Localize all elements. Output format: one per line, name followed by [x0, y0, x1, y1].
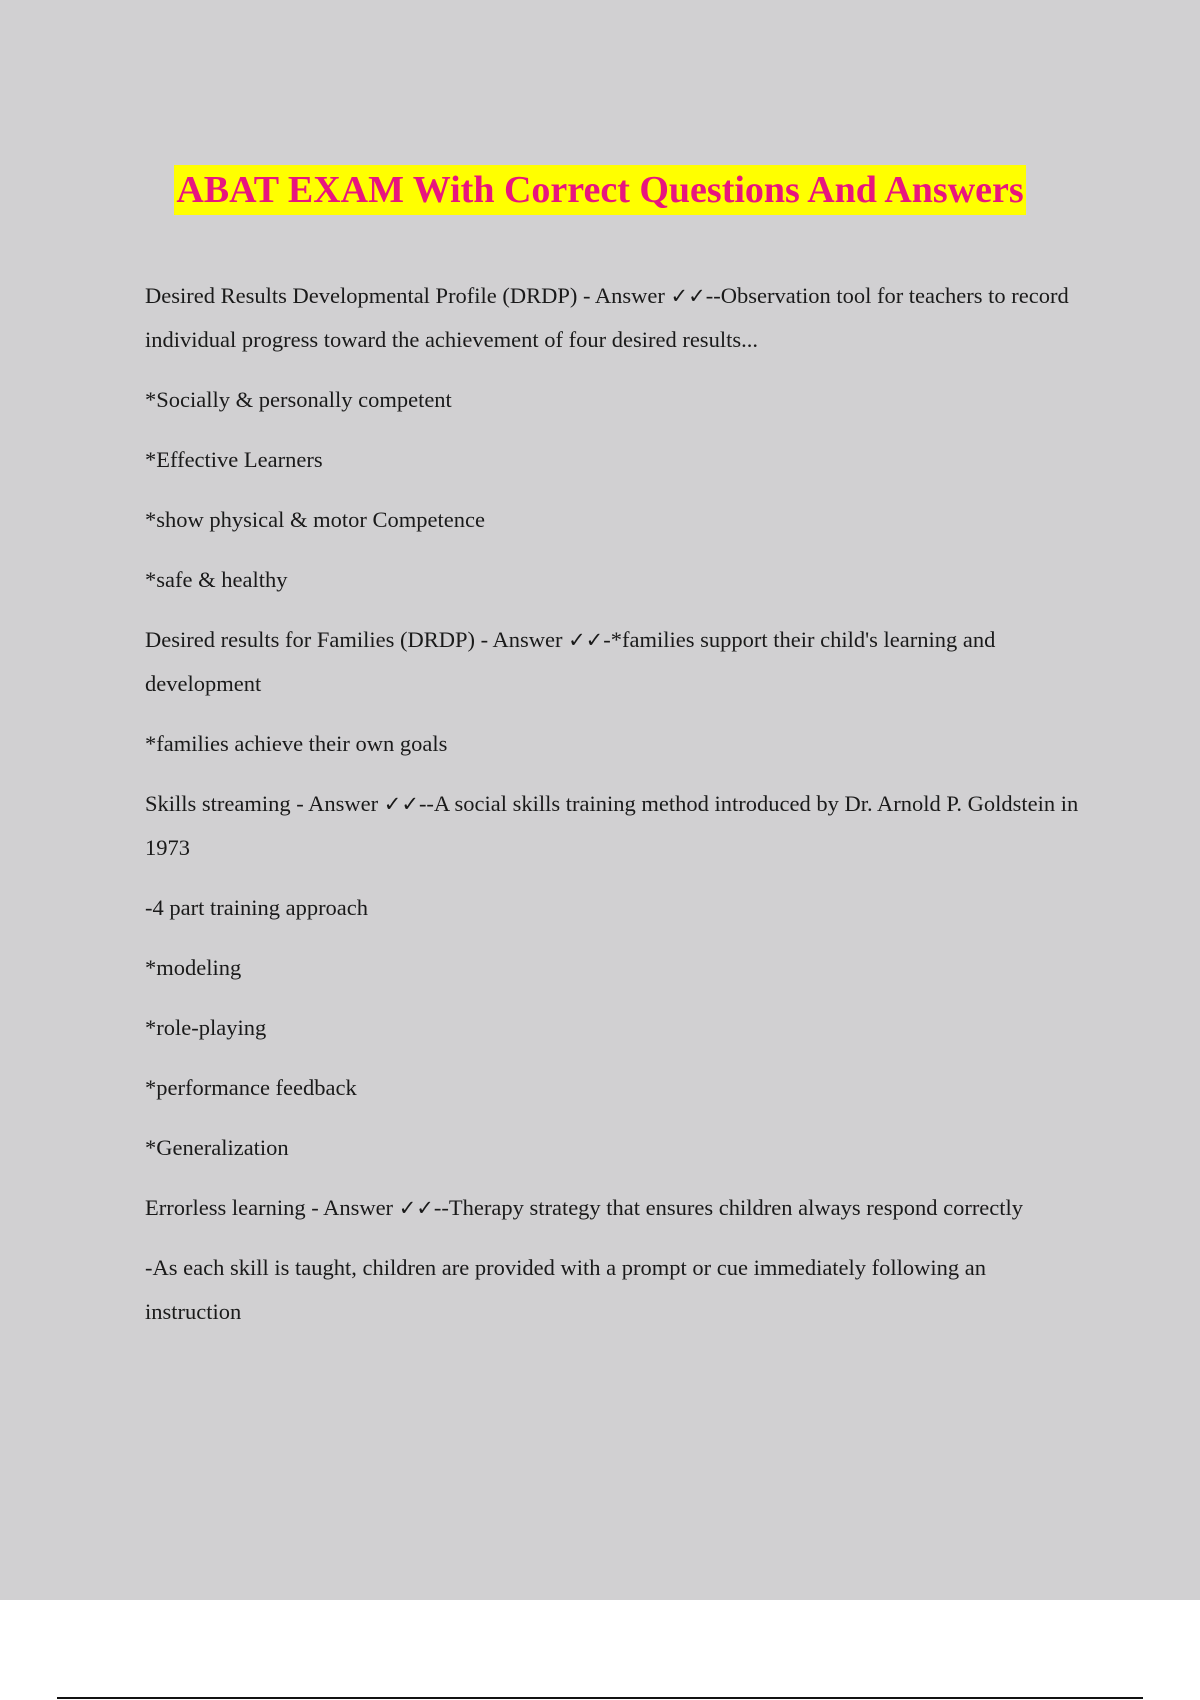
check-marks-icon: ✓✓: [383, 792, 419, 816]
entry-term: Skills streaming - Answer: [145, 791, 384, 816]
check-marks-icon: ✓✓: [670, 284, 706, 308]
document-body: [145, 274, 1085, 1350]
entry-answer: --Therapy strategy that ensures children always respond correctly: [433, 1195, 1024, 1220]
list-item: -4 part training approach: [145, 895, 369, 920]
list-item: *safe & healthy: [145, 567, 288, 592]
qa-entry-errorless-learning: [145, 1186, 1085, 1230]
list-item: *performance feedback: [145, 1075, 357, 1100]
entry-answer: --A social skills training method introduced by Dr. Arnold P. Goldstein in 1973: [145, 791, 1079, 860]
list-item: *families achieve their own goals: [145, 731, 448, 756]
entry-term: Desired Results Developmental Profile (DRDP) - Answer: [145, 283, 671, 308]
footer-divider: [57, 1697, 1143, 1699]
document-title: ABAT EXAM With Correct Questions And Answers: [174, 165, 1025, 215]
qa-entry-skills-streaming: [145, 782, 1085, 870]
check-marks-icon: ✓✓: [568, 628, 604, 652]
check-marks-icon: ✓✓: [398, 1196, 434, 1220]
list-item: *modeling: [145, 955, 242, 980]
page-footer: [0, 1600, 1200, 1700]
list-item: -As each skill is taught, children are provided with a prompt or cue immediately following an instruction: [145, 1255, 987, 1324]
entry-answer: --Observation tool for teachers to record individual progress toward the achievement of four desired results...: [145, 283, 1069, 352]
entry-term: Desired results for Families (DRDP) - Answer: [145, 627, 569, 652]
list-item: *show physical & motor Competence: [145, 507, 485, 532]
title-wrapper: [0, 165, 1200, 215]
list-item: *role-playing: [145, 1015, 267, 1040]
list-item: *Generalization: [145, 1135, 289, 1160]
entry-answer: -*families support their child's learning and development: [145, 627, 996, 696]
entry-term: Errorless learning - Answer: [145, 1195, 399, 1220]
qa-entry-drdp: [145, 274, 1085, 362]
list-item: *Socially & personally competent: [145, 387, 452, 412]
qa-entry-drdp-families: [145, 618, 1085, 706]
list-item: *Effective Learners: [145, 447, 323, 472]
